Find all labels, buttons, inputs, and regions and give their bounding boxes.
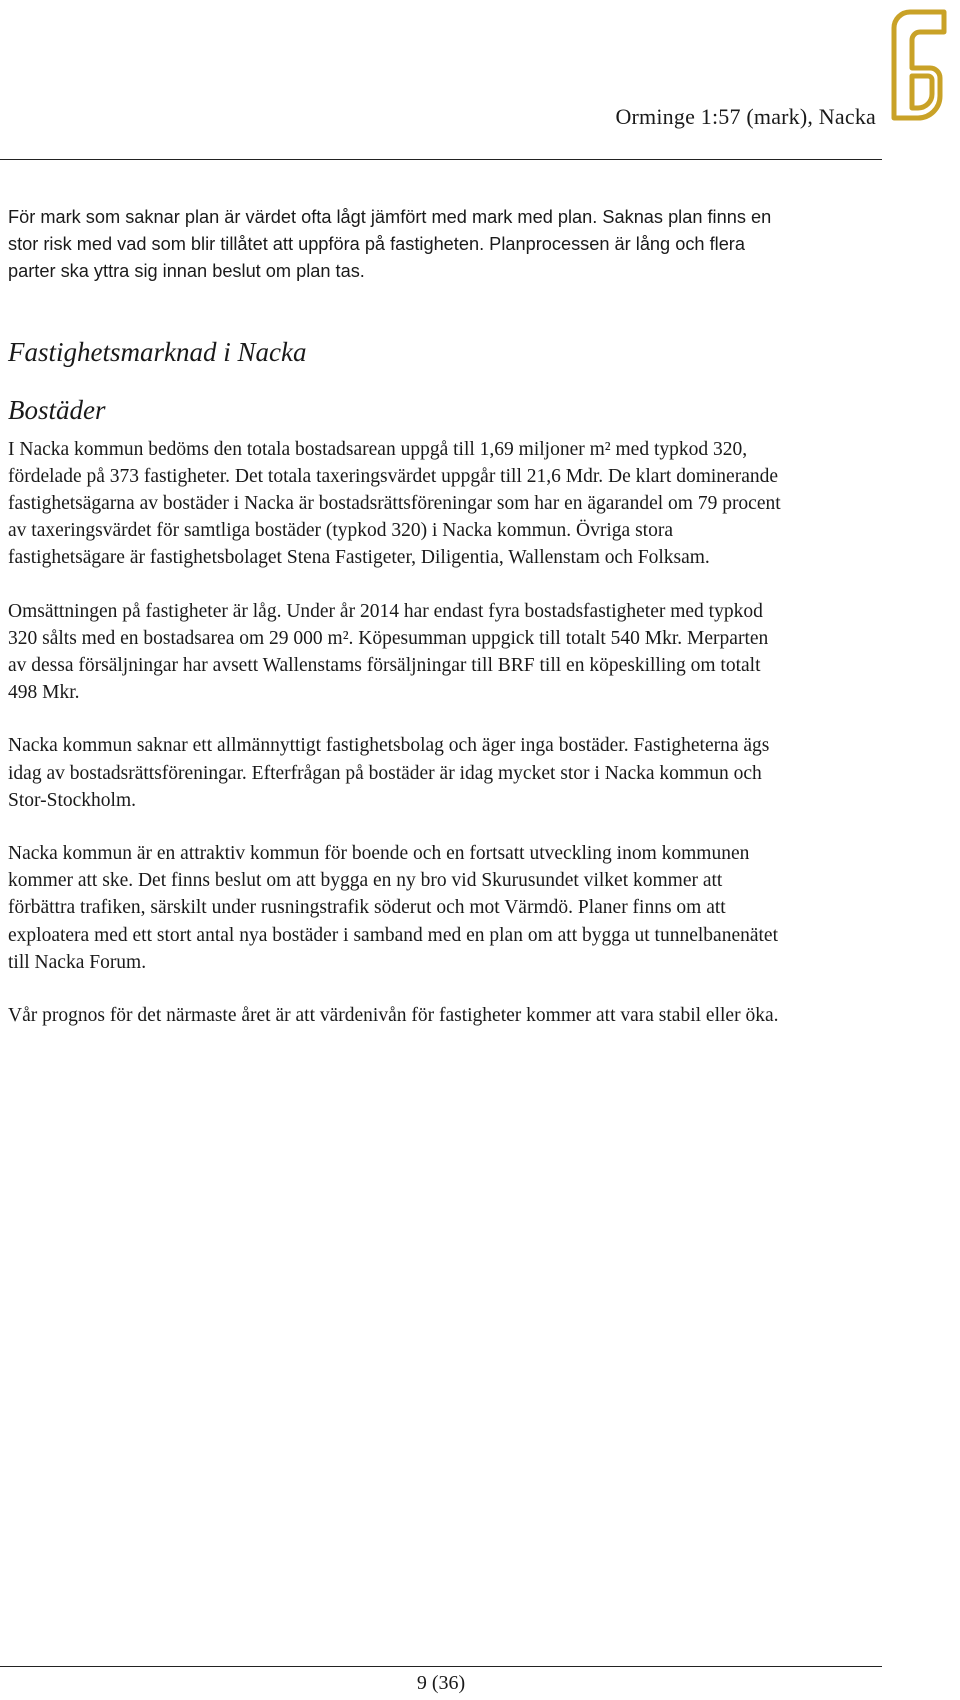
section-heading: Fastighetsmarknad i Nacka (8, 336, 307, 367)
body-paragraph: Nacka kommun saknar ett allmännyttigt fastighetsbolag och äger inga bostäder. Fastigheterna ägs idag av bostadsrättsföreningar. Efterfrågan på bostäder är idag mycket stor i Nacka kommun och Stor-Stockholm. (8, 735, 770, 811)
body-paragraph: Vår prognos för det närmaste året är att värdenivån för fastigheter kommer att vara stabil eller öka. (8, 1005, 779, 1027)
subsection-heading: Bostäder (8, 394, 106, 425)
company-logo (884, 6, 956, 126)
footer-divider (0, 1666, 882, 1667)
body-paragraph: Omsättningen på fastigheter är låg. Under år 2014 har endast fyra bostadsfastigheter med typkod 320 sålts med en bostadsarea om 29 000 m². Köpesumman uppgick till totalt 540 Mkr. Merparten av dessa försäljningar har avsett Wallenstams försäljningar till BRF till en köpeskilling om totalt 498 Mkr. (8, 600, 769, 704)
intro-paragraph: För mark som saknar plan är värdet ofta lågt jämfört med mark med plan. Saknas plan finns en stor risk med vad som blir tillåtet att uppföra på fastigheten. Planprocessen är lång och flera parter ska yttra sig innan beslut om plan tas. (8, 207, 772, 282)
logo-mark (894, 12, 944, 118)
body-paragraph: I Nacka kommun bedöms den totala bostadsarean uppgå till 1,69 miljoner m² med typkod 320, fördelade på 373 fastigheter. Det totala taxeringsvärdet uppgår till 21,6 Mdr. De klart dominerande fastighetsägarna av bostäder i Nacka är bostadsrättsföreningar som har en ägarandel om 79 procent av taxeringsvärdet för samtliga bostäder (typkod 320) i Nacka kommun. Övriga stora fastighetsägare är fastighetsbolaget Stena Fastigeter, Diligentia, Wallenstam och Folksam. (8, 438, 781, 569)
page-content (8, 204, 788, 1055)
header-divider (0, 159, 882, 160)
page-number: 9 (36) (416, 1672, 466, 1694)
body-paragraph: Nacka kommun är en attraktiv kommun för boende och en fortsatt utveckling inom kommunen kommer att ske. Det finns beslut om att bygga en ny bro vid Skurusundet vilket kommer att förbättra trafiken, särskilt under rusningstrafik söderut och mot Värmdö. Planer finns om att exploatera med ett stort antal nya bostäder i samband med en plan om att bygga ut tunnelbanenätet till Nacka Forum. (8, 843, 779, 973)
document-header-title: Orminge 1:57 (mark), Nacka (615, 104, 876, 129)
